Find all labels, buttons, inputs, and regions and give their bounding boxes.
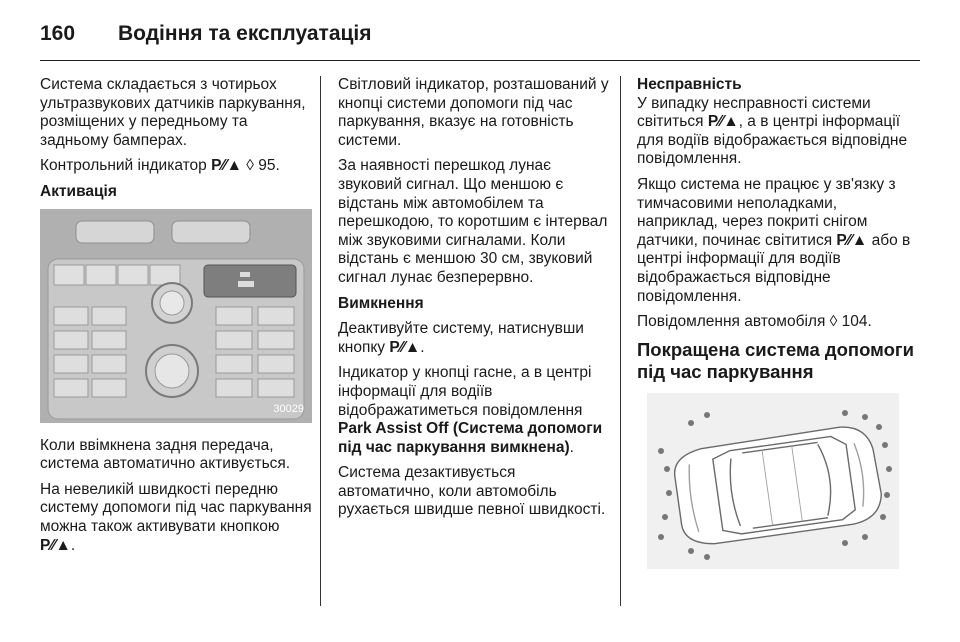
paragraph: У випадку несправності системи світиться P⁄⁄▲, а в центрі інформації для водіїв відображається відповідне повідомлення.	[637, 94, 908, 168]
figure-number: 30029	[273, 402, 304, 415]
parking-assist-icon: P⁄⁄▲	[836, 231, 868, 249]
page-header	[40, 16, 920, 52]
paragraph: Якщо система не працює у зв'язку з тимчасовими неполадками, наприклад, через покриті снігом датчики, починає світитися P⁄⁄▲ або в центрі інформації для водіїв відображається відповідне повідомлення.	[637, 175, 911, 305]
page-number: 160	[40, 22, 76, 45]
parking-assist-icon: P⁄⁄▲	[211, 157, 242, 175]
paragraph: Коли ввімкнена задня передача, система автоматично активується.	[40, 436, 291, 473]
paragraph: Система складається з чотирьох ультразвукових датчиків паркування, розміщених у передньому та задньому бамперах.	[40, 76, 306, 149]
column-3	[637, 76, 920, 569]
paragraph: Індикатор у кнопці гасне, а в центрі інформації для водіїв відображатиметься повідомлення Park Assist Off (Система допомоги під час паркування вимкнена).	[338, 364, 603, 456]
car-diagram	[647, 393, 899, 569]
header-rule	[40, 60, 920, 61]
parking-assist-icon: P⁄⁄▲	[707, 113, 739, 131]
section-heading: Вимкнення	[338, 294, 424, 312]
paragraph: На невеликій швидкості передню систему допомоги під час паркування можна також активувати кнопкою P⁄⁄▲.	[40, 480, 312, 554]
paragraph: Система дезактивується автоматично, коли автомобіль рухається швидше певної швидкості.	[338, 464, 606, 519]
paragraph: За наявності перешкод лунає звуковий сигнал. Що меншою є відстань між автомобілем та перешкодою, то коротшим є інтервал між звуковими сигналами. Коли відстань є меншою 30 см, звуковий сигнал лунає безперервно.	[338, 157, 608, 286]
page-title: Водіння та експлуатація	[118, 22, 372, 45]
paragraph: Світловий індикатор, розташований у кнопці системи допомоги під час паркування, вказує на готовність системи.	[338, 76, 609, 149]
message-text: Park Assist Off (Система допомоги під час паркування вимкнена)	[338, 420, 603, 456]
console-illustration	[40, 209, 312, 423]
paragraph: Контрольний індикатор P⁄⁄▲ ◊ 95.	[40, 157, 280, 175]
section-heading: Активація	[40, 182, 117, 200]
paragraph: Повідомлення автомобіля ◊ 104.	[637, 313, 872, 331]
section-heading: Несправність	[637, 76, 742, 93]
column-divider-2	[620, 76, 621, 606]
column-1	[40, 76, 312, 562]
parking-assist-icon: P⁄⁄▲	[389, 338, 421, 356]
console-photo	[40, 209, 312, 423]
column-divider-1	[320, 76, 321, 606]
section-heading-large: Покращена система допомоги під час паркування	[637, 338, 914, 382]
column-2	[338, 76, 610, 527]
parking-assist-icon: P⁄⁄▲	[40, 536, 71, 554]
paragraph: Деактивуйте систему, натиснувши кнопку P⁄⁄▲.	[338, 320, 584, 356]
car-top-view-icon	[647, 393, 899, 569]
